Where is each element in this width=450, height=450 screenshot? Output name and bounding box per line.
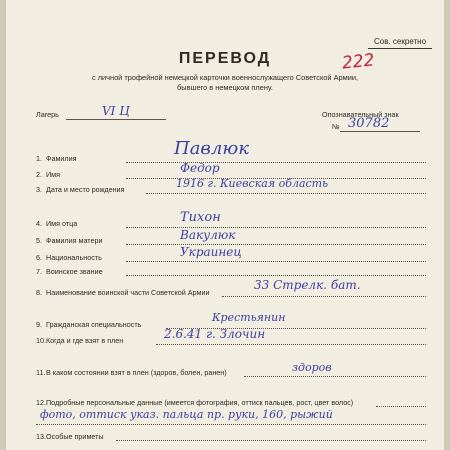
field-value-captured: 2.6.41 г. Злочин [164, 327, 266, 341]
ident-label: Опознавательный знак [322, 110, 399, 119]
field-num: 8. [36, 288, 42, 297]
field-num: 4. [36, 219, 42, 228]
field-num: 7. [36, 267, 42, 276]
field-line [376, 406, 426, 407]
field-num: 3. [36, 185, 42, 194]
document-title: ПЕРЕВОД [178, 50, 272, 67]
subtitle-line-2: бывшего в немецком плену. [177, 83, 273, 92]
field-line [222, 296, 426, 297]
secret-stamp: Сов. секретно [374, 37, 427, 46]
field-label-name: Имя [46, 170, 60, 179]
camp-value: VI Ц [102, 104, 130, 118]
field-line [126, 162, 426, 163]
field-value-name: Федор [180, 161, 220, 175]
field-num: 12. [36, 398, 46, 407]
field-line [156, 344, 426, 345]
secret-underline [368, 48, 432, 49]
field-label-captured: Когда и где взят в плен [46, 336, 124, 345]
field-label-unit: Наименование воинской части Советской Армии [46, 288, 210, 297]
camp-label: Лагерь [36, 110, 59, 119]
field-value-father: Тихон [180, 210, 221, 225]
field-num: 5. [36, 236, 42, 245]
field-label-rank: Воинское звание [46, 267, 103, 276]
field-label-personal: Подробные персональные данные (имеется фотография, оттиск пальцев, рост, цвет волос) [46, 398, 354, 407]
field-line [126, 261, 426, 262]
field-line [126, 244, 426, 245]
field-value-surname: Павлюк [174, 138, 249, 159]
field-num: 1. [36, 154, 42, 163]
field-num: 9. [36, 320, 42, 329]
subtitle-line-1: с личной трофейной немецкой карточки военнослужащего Советской Армии, [91, 73, 359, 82]
ident-no-label: № [332, 122, 340, 131]
field-line [116, 440, 426, 441]
scan-edge-right [444, 0, 450, 450]
field-label-civil: Гражданская специальность [46, 320, 142, 329]
field-label-condition: В каком состоянии взят в плен (здоров, болен, ранен) [46, 368, 227, 377]
field-num: 10. [36, 336, 46, 345]
field-value-condition: здоров [292, 361, 332, 374]
field-label-father: Имя отца [46, 219, 78, 228]
field-line [126, 275, 426, 276]
field-label-mother: Фамилия матери [46, 236, 103, 245]
field-value-unit: 33 Стрелк. бат. [254, 278, 361, 292]
field-label-surname: Фамилия [46, 154, 77, 163]
ident-value: 30782 [348, 116, 390, 131]
field-value-civil: Крестьянин [212, 311, 286, 324]
document-sheet [6, 0, 444, 450]
camp-line [66, 119, 166, 120]
field-line [36, 424, 426, 425]
ident-line [340, 131, 420, 132]
card-number: 222 [341, 50, 376, 74]
field-line [244, 376, 426, 377]
field-line [146, 193, 426, 194]
field-value-nationality: Украинец [180, 245, 242, 259]
document-subtitle [66, 73, 384, 93]
field-label-nationality: Национальность [46, 253, 102, 262]
field-num: 6. [36, 253, 42, 262]
field-label-birth: Дата и место рождения [46, 185, 125, 194]
field-num: 13. [36, 432, 46, 441]
field-num: 2. [36, 170, 42, 179]
field-value-birth: 1916 г. Киевская область [176, 177, 329, 190]
field-num: 11. [36, 368, 46, 377]
field-label-marks: Особые приметы [46, 432, 104, 441]
field-value-personal: фото, оттиск указ. пальца пр. руки, 160, рыжий [40, 408, 333, 421]
field-value-mother: Вакулюк [180, 228, 236, 242]
field-line [126, 227, 426, 228]
